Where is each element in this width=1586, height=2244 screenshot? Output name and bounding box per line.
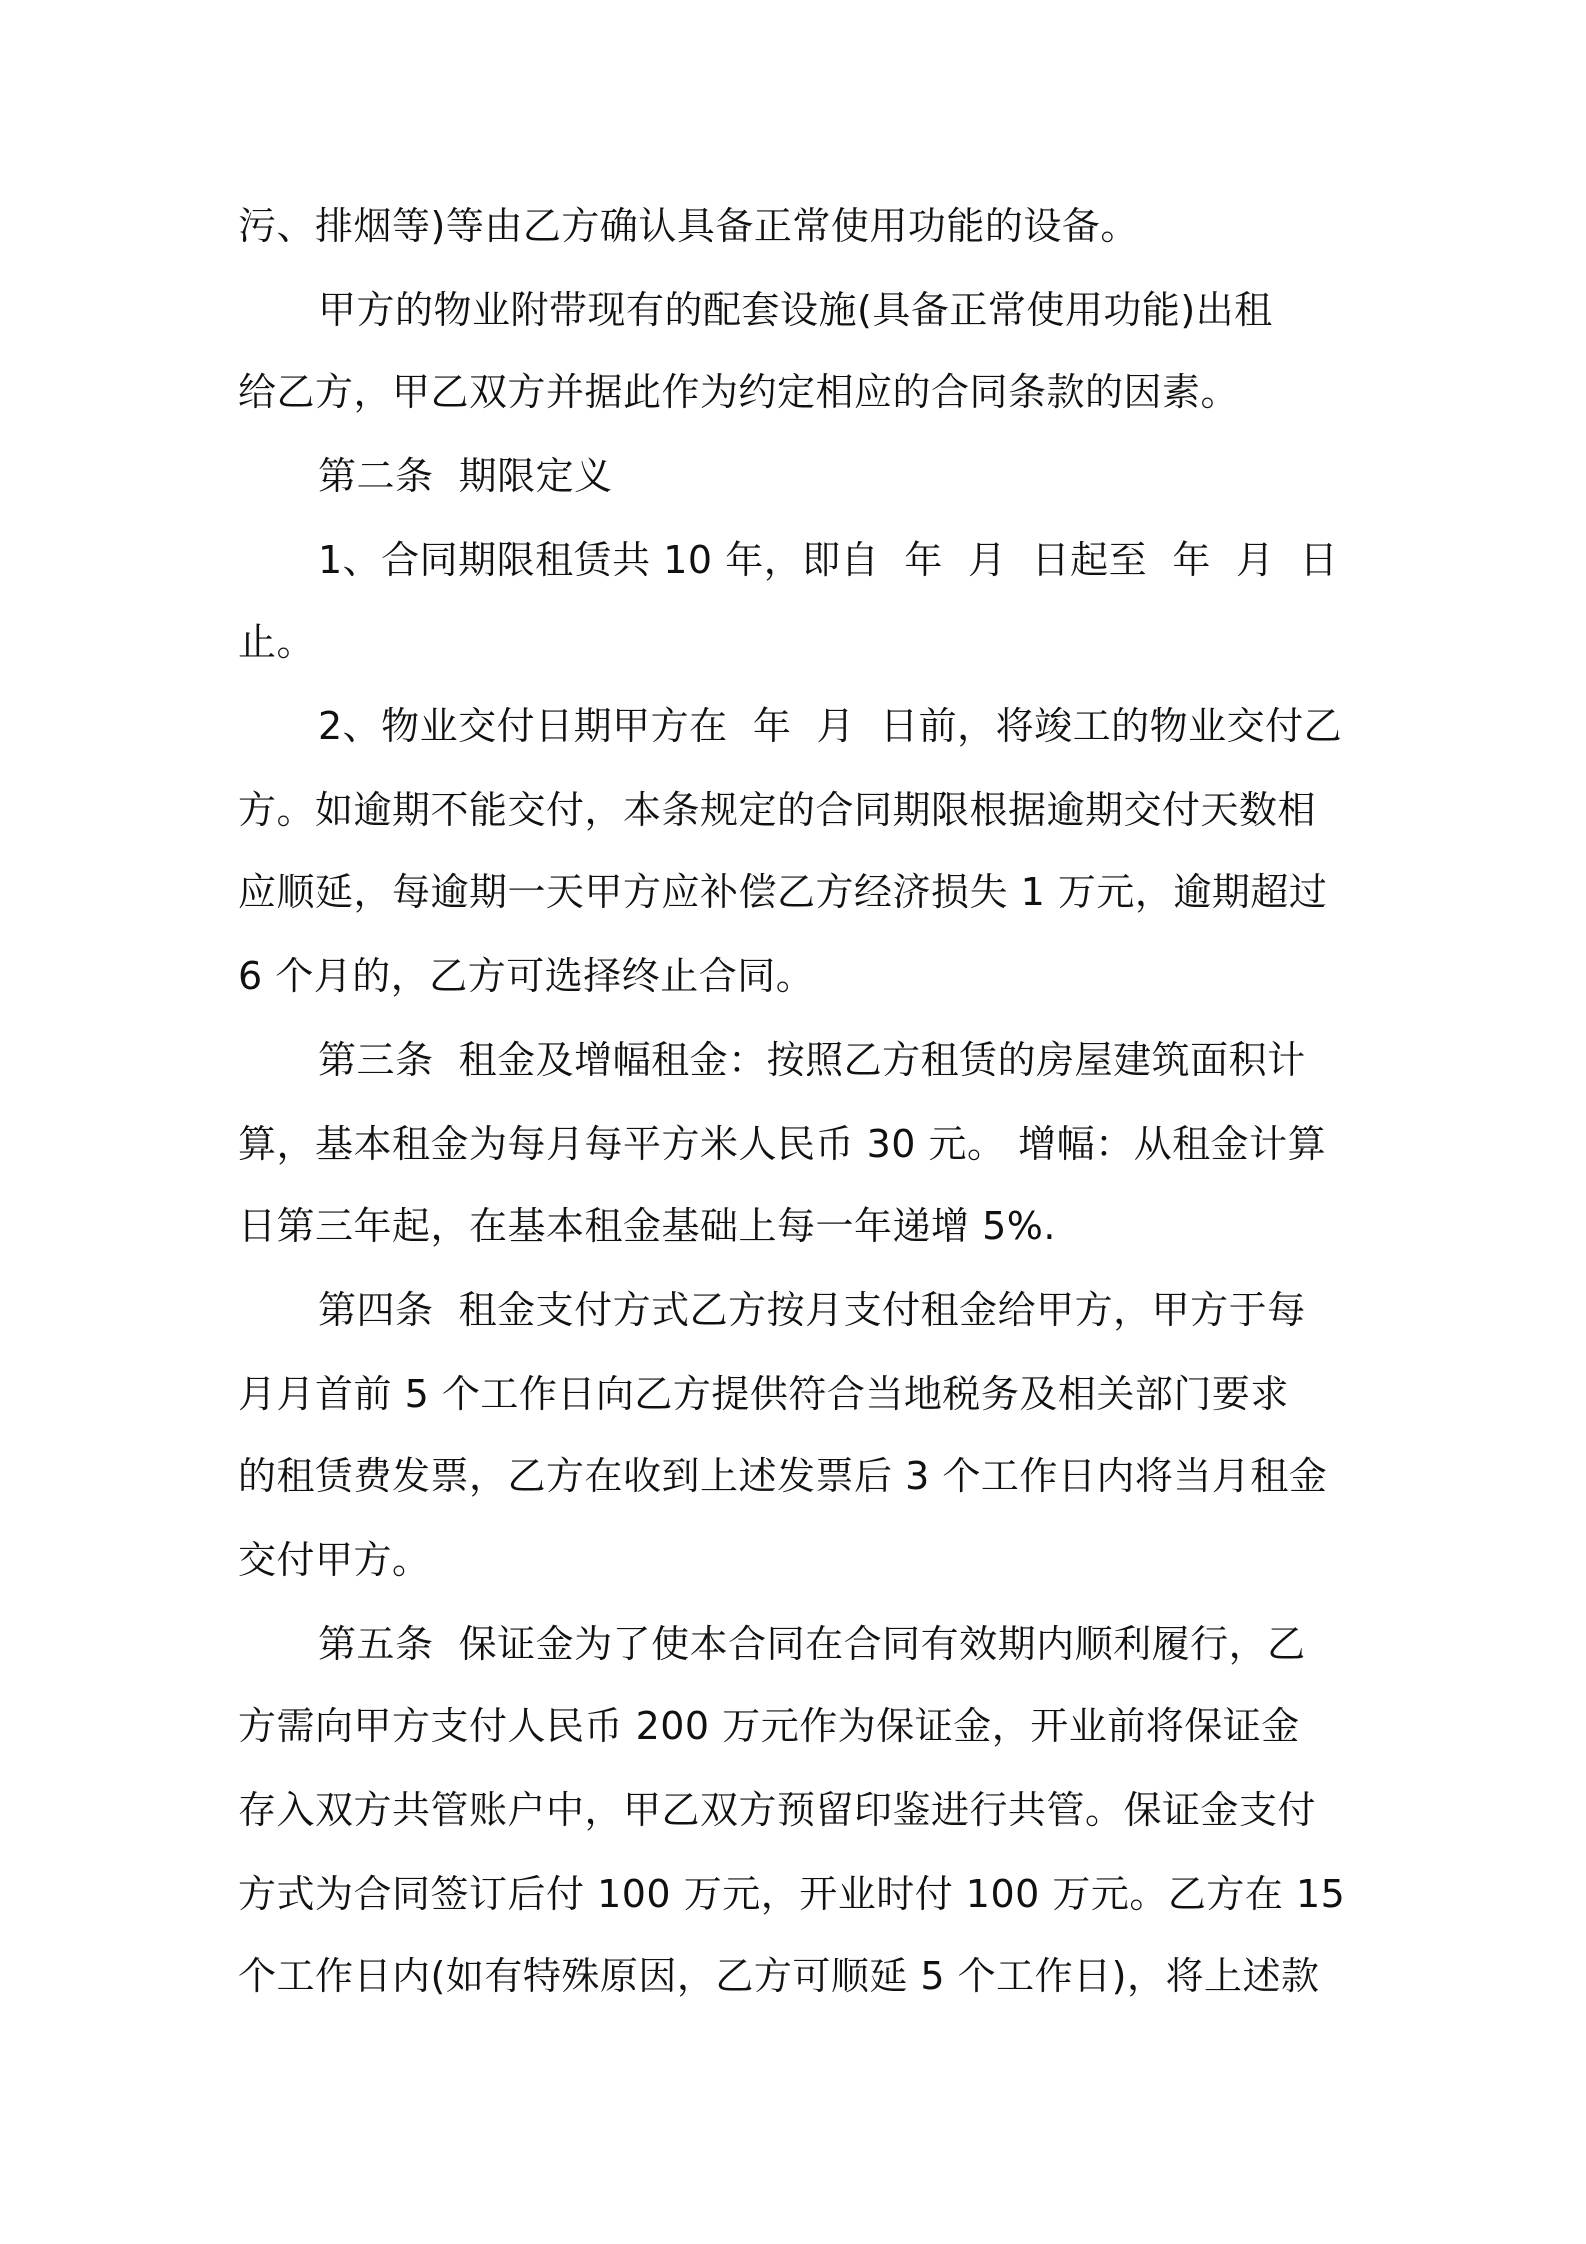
text-line-3: 给乙方，甲乙双方并据此作为约定相应的合同条款的因素。	[238, 370, 1240, 414]
text-line-20: 存入双方共管账户中，甲乙双方预留印鉴进行共管。保证金支付	[238, 1788, 1317, 1832]
text-line-13: 日第三年起，在基本租金基础上每一年递增 5%.	[238, 1204, 1056, 1248]
text-line-6: 止。	[238, 620, 316, 664]
text-line-22: 个工作日内(如有特殊原因，乙方可顺延 5 个工作日)，将上述款	[238, 1954, 1320, 1998]
text-line-10: 6 个月的，乙方可选择终止合同。	[238, 954, 815, 998]
text-line-15: 月月首前 5 个工作日向乙方提供符合当地税务及相关部门要求	[238, 1372, 1289, 1416]
text-line-5: 1、合同期限租赁共 10 年，即自 年 月 日起至 年 月 日	[318, 538, 1339, 582]
section-heading-2: 第二条 期限定义	[318, 454, 613, 498]
section-heading-5: 第五条 保证金为了使本合同在合同有效期内顺利履行，乙	[318, 1622, 1306, 1666]
text-line-17: 交付甲方。	[238, 1538, 431, 1582]
text-line-1: 污、排烟等)等由乙方确认具备正常使用功能的设备。	[238, 204, 1139, 248]
text-line-9: 应顺延，每逾期一天甲方应补偿乙方经济损失 1 万元，逾期超过	[238, 870, 1328, 914]
section-heading-3: 第三条 租金及增幅租金：按照乙方租赁的房屋建筑面积计	[318, 1038, 1306, 1082]
text-line-7: 2、物业交付日期甲方在 年 月 日前，将竣工的物业交付乙	[318, 704, 1343, 748]
text-line-21: 方式为合同签订后付 100 万元，开业时付 100 万元。乙方在 15	[238, 1872, 1346, 1916]
text-line-16: 的租赁费发票，乙方在收到上述发票后 3 个工作日内将当月租金	[238, 1454, 1328, 1498]
text-line-2: 甲方的物业附带现有的配套设施(具备正常使用功能)出租	[318, 288, 1273, 332]
text-line-12: 算，基本租金为每月每平方米人民币 30 元。 增幅：从租金计算	[238, 1122, 1327, 1166]
text-line-8: 方。如逾期不能交付，本条规定的合同期限根据逾期交付天数相	[238, 788, 1317, 832]
section-heading-4: 第四条 租金支付方式乙方按月支付租金给甲方，甲方于每	[318, 1288, 1306, 1332]
text-line-19: 方需向甲方支付人民币 200 万元作为保证金，开业前将保证金	[238, 1704, 1300, 1748]
